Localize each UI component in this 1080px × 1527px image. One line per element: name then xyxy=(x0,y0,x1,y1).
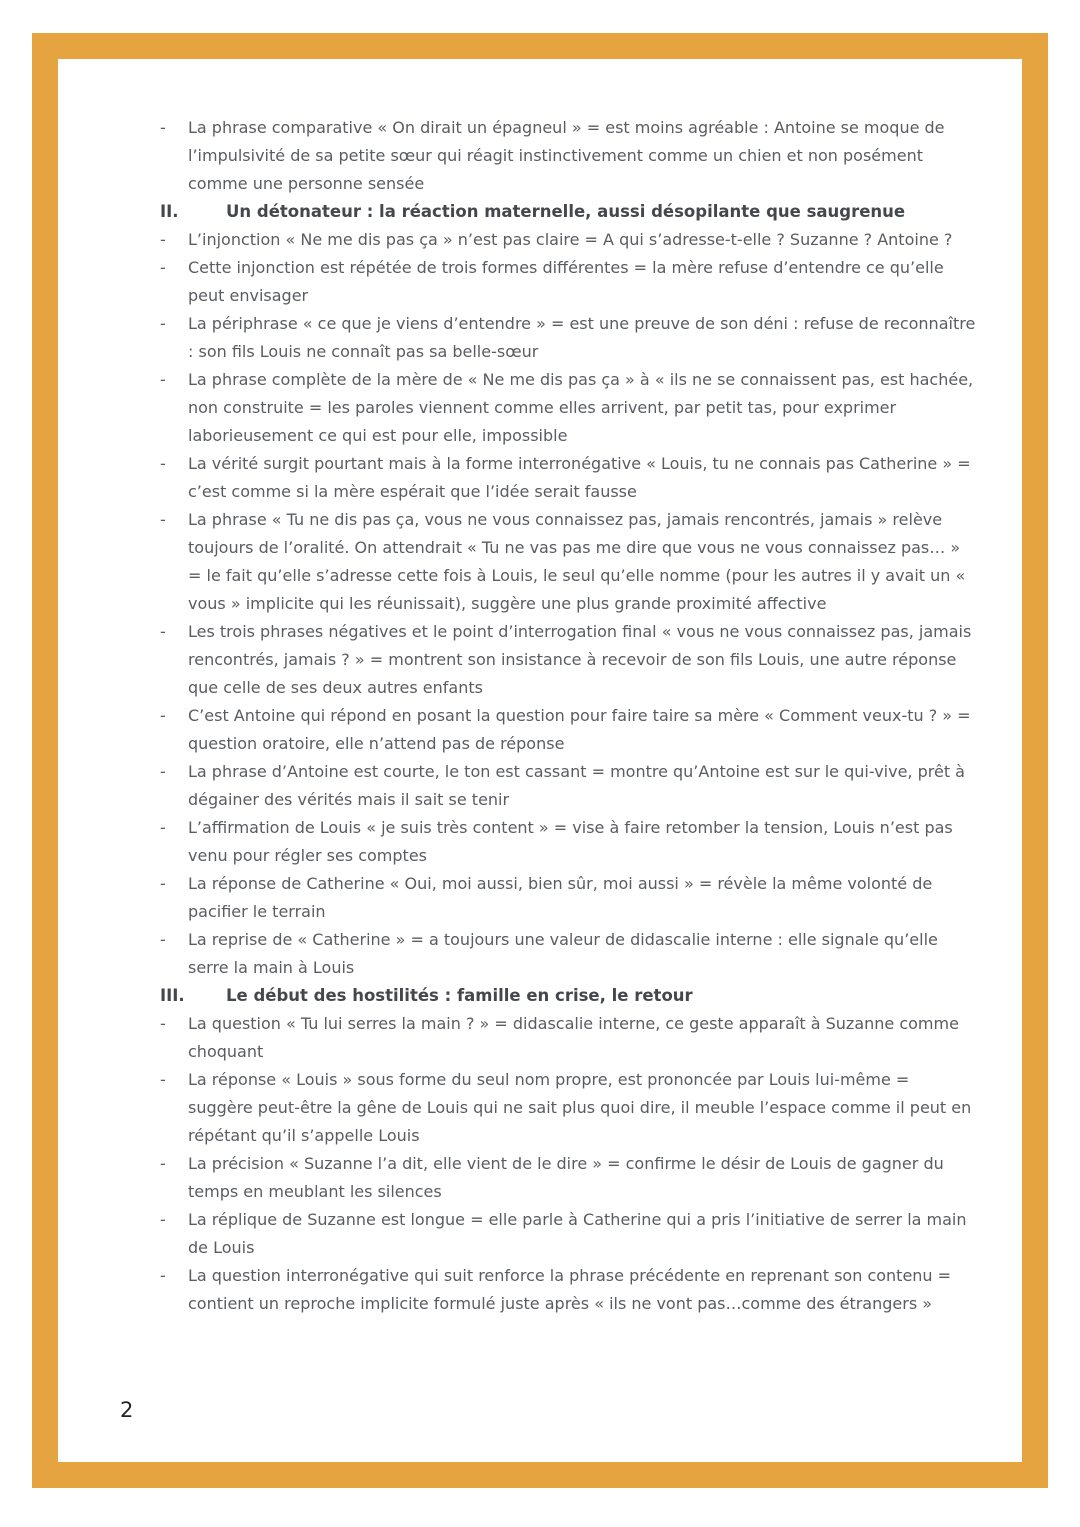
bullet-text: La précision « Suzanne l’a dit, elle vient de le dire » = confirme le désir de Louis de gagner du temps en meublant les silences xyxy=(188,1154,944,1201)
bullet-dash-icon: - xyxy=(160,1210,166,1229)
bullet-text: La reprise de « Catherine » = a toujours une valeur de didascalie interne : elle signale qu’elle serre la main à Louis xyxy=(188,930,938,977)
bullet-dash-icon: - xyxy=(160,230,166,249)
bullet-item xyxy=(160,254,976,310)
bullet-text: C’est Antoine qui répond en posant la question pour faire taire sa mère « Comment veux-tu ? » = question oratoire, elle n’attend pas de réponse xyxy=(188,706,971,753)
bullet-dash-icon: - xyxy=(160,762,166,781)
heading-number: III. xyxy=(160,986,185,1005)
bullet-item xyxy=(160,506,976,618)
bullet-item xyxy=(160,226,976,254)
bullet-item xyxy=(160,1206,976,1262)
bullet-dash-icon: - xyxy=(160,314,166,333)
bullet-item xyxy=(160,450,976,506)
bullet-item xyxy=(160,618,976,702)
bullet-item xyxy=(160,814,976,870)
bullet-dash-icon: - xyxy=(160,706,166,725)
bullet-text: La phrase d’Antoine est courte, le ton est cassant = montre qu’Antoine est sur le qui-vive, prêt à dégainer des vérités mais il sait se tenir xyxy=(188,762,965,809)
bullet-text: L’injonction « Ne me dis pas ça » n’est pas claire = A qui s’adresse-t-elle ? Suzanne ? Antoine ? xyxy=(188,230,953,249)
bullet-text: La question « Tu lui serres la main ? » = didascalie interne, ce geste apparaît à Suzanne comme choquant xyxy=(188,1014,959,1061)
bullet-text: Les trois phrases négatives et le point d’interrogation final « vous ne vous connaissez pas, jamais rencontrés, jamais ? » = montrent son insistance à recevoir de son fils Louis, une autre réponse que celle de ses deux autres enfants xyxy=(188,622,972,697)
bullet-item xyxy=(160,1010,976,1066)
bullet-dash-icon: - xyxy=(160,510,166,529)
bullet-text: La réponse « Louis » sous forme du seul nom propre, est prononcée par Louis lui-même = suggère peut-être la gêne de Louis qui ne sait plus quoi dire, il meuble l’espace comme il peut en répétant qu’il s’appelle Louis xyxy=(188,1070,972,1145)
bullet-dash-icon: - xyxy=(160,1154,166,1173)
bullet-item xyxy=(160,758,976,814)
bullet-item xyxy=(160,310,976,366)
bullet-dash-icon: - xyxy=(160,454,166,473)
bullet-dash-icon: - xyxy=(160,1014,166,1033)
bullet-text: La périphrase « ce que je viens d’entendre » = est une preuve de son déni : refuse de reconnaître : son fils Louis ne connaît pas sa belle-sœur xyxy=(188,314,976,361)
bullet-item xyxy=(160,1150,976,1206)
bullet-item xyxy=(160,366,976,450)
bullet-text: La phrase complète de la mère de « Ne me dis pas ça » à « ils ne se connaissent pas, est hachée, non construite = les paroles viennent comme elles arrivent, par petit tas, pour exprimer laborieusement ce qui est pour elle, impossible xyxy=(188,370,974,445)
bullet-text: La question interronégative qui suit renforce la phrase précédente en reprenant son contenu = contient un reproche implicite formulé juste après « ils ne vont pas…comme des étrangers » xyxy=(188,1266,952,1313)
bullet-dash-icon: - xyxy=(160,370,166,389)
bullet-item xyxy=(160,870,976,926)
section-heading xyxy=(160,198,976,226)
bullet-dash-icon: - xyxy=(160,258,166,277)
bullet-dash-icon: - xyxy=(160,118,166,137)
section-heading xyxy=(160,982,976,1010)
heading-number: II. xyxy=(160,202,179,221)
bullet-text: L’affirmation de Louis « je suis très content » = vise à faire retomber la tension, Louis n’est pas venu pour régler ses comptes xyxy=(188,818,953,865)
heading-text: Le début des hostilités : famille en crise, le retour xyxy=(226,986,693,1005)
document-content xyxy=(160,114,976,1318)
bullet-dash-icon: - xyxy=(160,622,166,641)
bullet-text: La phrase « Tu ne dis pas ça, vous ne vous connaissez pas, jamais rencontrés, jamais » relève toujours de l’oralité. On attendrait « Tu ne vas pas me dire que vous ne vous connaissez pas… » = le fait qu’elle s’adresse cette fois à Louis, le seul qu’elle nomme (pour les autres il y avait un « vous » implicite qui les réunissait), suggère une plus grande proximité affective xyxy=(188,510,966,613)
bullet-dash-icon: - xyxy=(160,1266,166,1285)
bullet-item xyxy=(160,926,976,982)
page-number: 2 xyxy=(120,1398,134,1422)
bullet-text: La phrase comparative « On dirait un épagneul » = est moins agréable : Antoine se moque de l’impulsivité de sa petite sœur qui réagit instinctivement comme un chien et non posément comme une personne sensée xyxy=(188,118,945,193)
bullet-text: Cette injonction est répétée de trois formes différentes = la mère refuse d’entendre ce qu’elle peut envisager xyxy=(188,258,944,305)
bullet-dash-icon: - xyxy=(160,1070,166,1089)
bullet-text: La réponse de Catherine « Oui, moi aussi, bien sûr, moi aussi » = révèle la même volonté de pacifier le terrain xyxy=(188,874,933,921)
heading-text: Un détonateur : la réaction maternelle, aussi désopilante que saugrenue xyxy=(226,202,906,221)
bullet-text: La vérité surgit pourtant mais à la forme interronégative « Louis, tu ne connais pas Catherine » = c’est comme si la mère espérait que l’idée serait fausse xyxy=(188,454,971,501)
bullet-item xyxy=(160,114,976,198)
bullet-item xyxy=(160,1066,976,1150)
bullet-text: La réplique de Suzanne est longue = elle parle à Catherine qui a pris l’initiative de serrer la main de Louis xyxy=(188,1210,967,1257)
bullet-dash-icon: - xyxy=(160,818,166,837)
bullet-item xyxy=(160,702,976,758)
bullet-dash-icon: - xyxy=(160,930,166,949)
bullet-dash-icon: - xyxy=(160,874,166,893)
bullet-item xyxy=(160,1262,976,1318)
